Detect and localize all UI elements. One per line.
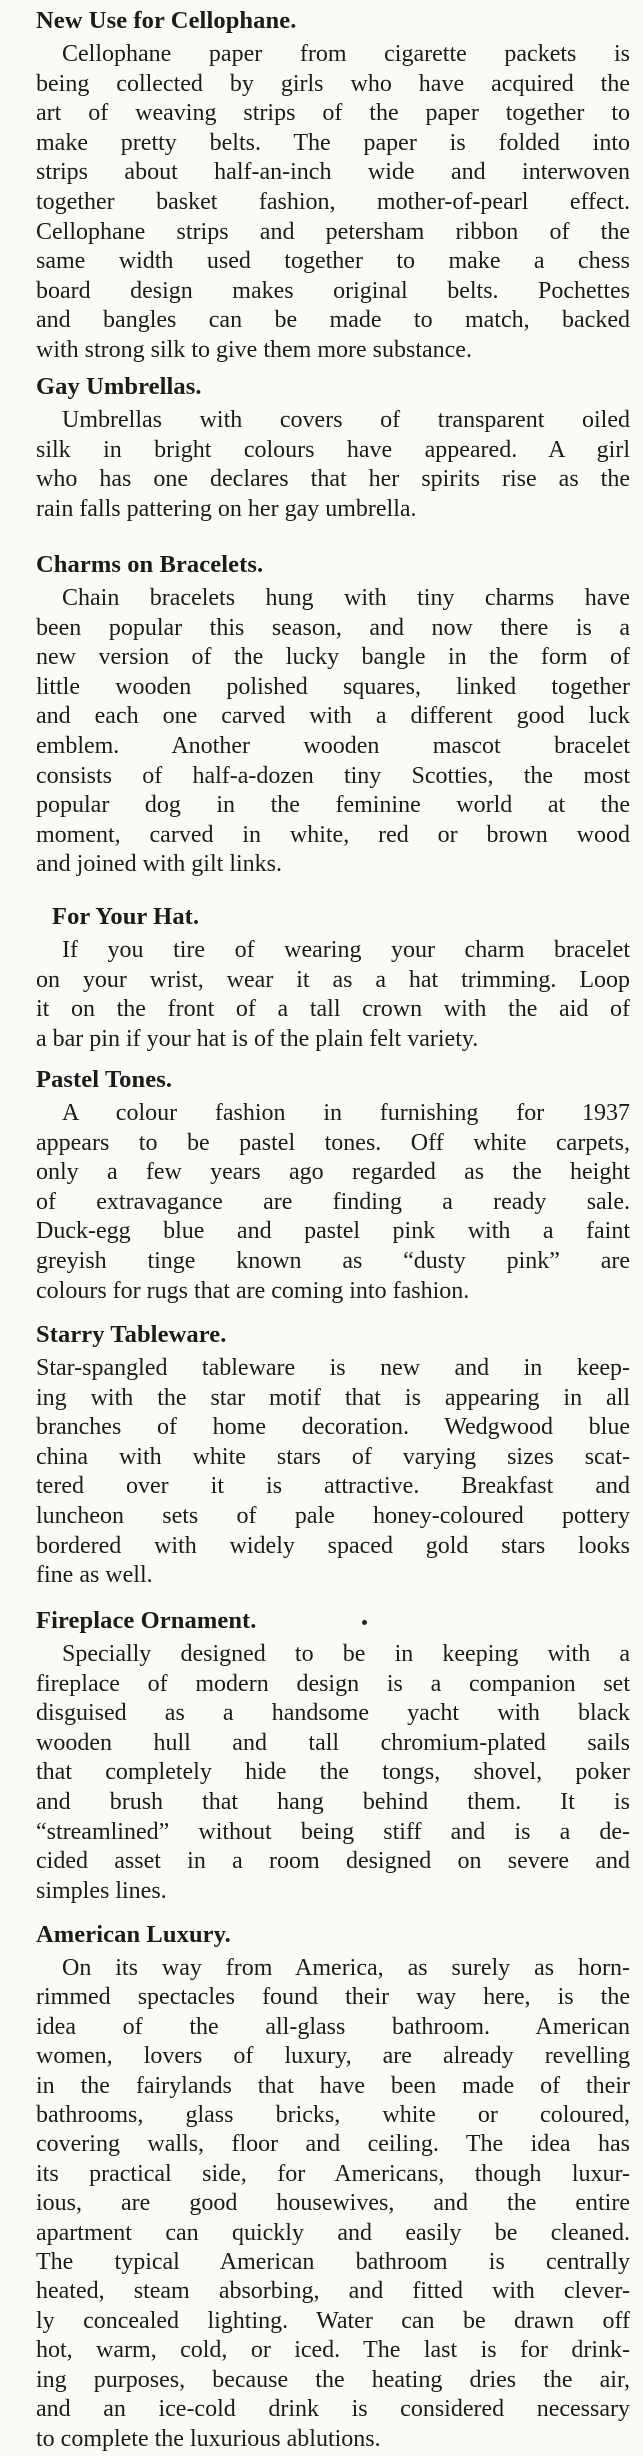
article-tableware bbox=[36, 1320, 630, 1591]
article-line: it on the front of a tall crown with the aid of bbox=[36, 996, 630, 1023]
article-line: been popular this season, and now there is a bbox=[36, 614, 630, 641]
article-line: and joined with gilt links. bbox=[36, 851, 282, 878]
article-line: with strong silk to give them more substance. bbox=[36, 336, 472, 363]
article-line: board design makes original belts. Pochettes bbox=[36, 277, 630, 304]
article-body bbox=[36, 1099, 630, 1306]
article-line: disguised as a handsome yacht with black bbox=[36, 1700, 630, 1727]
article-line: ious, are good housewives, and the entire bbox=[36, 2190, 630, 2217]
article-body bbox=[36, 936, 630, 1054]
article-heading: Gay Umbrellas. bbox=[36, 373, 202, 400]
article-line: who has one declares that her spirits rise as the bbox=[36, 466, 630, 493]
article-line: fine as well. bbox=[36, 1562, 153, 1589]
article-body bbox=[36, 40, 630, 366]
article-heading: For Your Hat. bbox=[52, 903, 200, 930]
article-line: and each one carved with a different good luck bbox=[36, 703, 630, 730]
article-line: greyish tinge known as “dusty pink” are bbox=[36, 1247, 630, 1274]
article-line: colours for rugs that are coming into fashion. bbox=[36, 1277, 470, 1304]
article-line: make pretty belts. The paper is folded into bbox=[36, 129, 630, 156]
article-line: to complete the luxurious ablutions. bbox=[36, 2425, 381, 2452]
article-line: “streamlined” without being stiff and is a de- bbox=[36, 1818, 630, 1845]
article-heading: American Luxury. bbox=[36, 1921, 231, 1948]
article-line: emblem. Another wooden mascot bracelet bbox=[36, 732, 630, 759]
article-line: and brush that hang behind them. It is bbox=[36, 1788, 630, 1815]
article-line: china with white stars of varying sizes scat- bbox=[36, 1443, 630, 1470]
article-line: ing purposes, because the heating dries the air, bbox=[36, 2366, 630, 2393]
article-line: On its way from America, as surely as horn- bbox=[62, 1955, 630, 1981]
article-body bbox=[36, 1640, 630, 1906]
article-line: bordered with widely spaced gold stars looks bbox=[36, 1532, 630, 1559]
article-line: in the fairylands that have been made of their bbox=[36, 2072, 630, 2099]
article-line: Chain bracelets hung with tiny charms have bbox=[62, 585, 630, 611]
article-line: its practical side, for Americans, though luxur- bbox=[36, 2160, 630, 2187]
article-line: Duck-egg blue and pastel pink with a faint bbox=[36, 1218, 630, 1245]
article-heading: Charms on Bracelets. bbox=[36, 551, 264, 578]
print-speck bbox=[362, 1620, 367, 1625]
article-line: and bangles can be made to match, backed bbox=[36, 307, 630, 334]
article-line: Cellophane paper from cigarette packets is bbox=[62, 41, 630, 67]
article-line: A colour fashion in furnishing for 1937 bbox=[62, 1100, 630, 1126]
article-line: only a few years ago regarded as the height bbox=[36, 1159, 630, 1186]
article-umbrellas bbox=[36, 372, 630, 524]
article-line: wooden hull and tall chromium-plated sails bbox=[36, 1729, 630, 1756]
article-fireplace bbox=[36, 1606, 630, 1906]
article-line: strips about half-an-inch wide and interwoven bbox=[36, 159, 630, 186]
article-line: rimmed spectacles found their way here, is the bbox=[36, 1984, 630, 2011]
article-line: appears to be pastel tones. Off white carpets, bbox=[36, 1129, 630, 1156]
article-line: Star-spangled tableware is new and in keep- bbox=[36, 1355, 630, 1381]
article-line: little wooden polished squares, linked together bbox=[36, 673, 630, 700]
article-body bbox=[36, 584, 630, 880]
article-line: tered over it is attractive. Breakfast and bbox=[36, 1473, 630, 1500]
article-pastel bbox=[36, 1065, 630, 1306]
article-line: that completely hide the tongs, shovel, poker bbox=[36, 1759, 630, 1786]
article-line: of extravagance are finding a ready sale. bbox=[36, 1188, 630, 1215]
article-line: being collected by girls who have acquired the bbox=[36, 70, 630, 97]
article-line: idea of the all-glass bathroom. American bbox=[36, 2013, 630, 2040]
article-charms bbox=[36, 550, 630, 880]
article-line: together basket fashion, mother-of-pearl effect. bbox=[36, 188, 630, 215]
article-heading: Pastel Tones. bbox=[36, 1066, 173, 1093]
article-body bbox=[36, 406, 630, 524]
article-line: apartment can quickly and easily be cleaned. bbox=[36, 2219, 630, 2246]
article-cellophane bbox=[36, 6, 630, 366]
article-line: simples lines. bbox=[36, 1877, 167, 1904]
article-line: on your wrist, wear it as a hat trimming. Loop bbox=[36, 966, 630, 993]
article-line: covering walls, floor and ceiling. The idea has bbox=[36, 2131, 630, 2158]
article-line: If you tire of wearing your charm bracelet bbox=[62, 937, 630, 963]
article-line: cided asset in a room designed on severe and bbox=[36, 1848, 630, 1875]
article-line: rain falls pattering on her gay umbrella. bbox=[36, 495, 417, 522]
article-line: new version of the lucky bangle in the form of bbox=[36, 644, 630, 671]
article-line: heated, steam absorbing, and fitted with clever- bbox=[36, 2278, 630, 2305]
article-line: fireplace of modern design is a companion set bbox=[36, 1670, 630, 1697]
article-heading: Fireplace Ornament. bbox=[36, 1607, 257, 1634]
article-line: Cellophane strips and petersham ribbon of the bbox=[36, 218, 630, 245]
article-line: consists of half-a-dozen tiny Scotties, the most bbox=[36, 762, 630, 789]
article-line: luncheon sets of pale honey-coloured pottery bbox=[36, 1502, 630, 1529]
article-body bbox=[36, 1354, 630, 1591]
article-heading: Starry Tableware. bbox=[36, 1321, 227, 1348]
article-luxury bbox=[36, 1920, 630, 2454]
article-line: popular dog in the feminine world at the bbox=[36, 792, 630, 819]
article-line: bathrooms, glass bricks, white or coloured, bbox=[36, 2102, 630, 2129]
article-line: a bar pin if your hat is of the plain felt variety. bbox=[36, 1025, 479, 1052]
article-line: ing with the star motif that is appearing in all bbox=[36, 1384, 630, 1411]
article-line: The typical American bathroom is centrally bbox=[36, 2249, 630, 2276]
article-body bbox=[36, 1954, 630, 2454]
article-line: art of weaving strips of the paper together to bbox=[36, 100, 630, 127]
article-line: Umbrellas with covers of transparent oiled bbox=[62, 407, 630, 433]
article-hat bbox=[36, 902, 630, 1054]
article-line: Specially designed to be in keeping with a bbox=[62, 1641, 630, 1667]
article-line: ly concealed lighting. Water can be drawn off bbox=[36, 2307, 630, 2334]
article-heading: New Use for Cellophane. bbox=[36, 7, 297, 34]
article-line: moment, carved in white, red or brown wood bbox=[36, 821, 630, 848]
article-line: and an ice-cold drink is considered necessary bbox=[36, 2396, 630, 2423]
article-line: silk in bright colours have appeared. A girl bbox=[36, 436, 630, 463]
article-line: branches of home decoration. Wedgwood blue bbox=[36, 1414, 630, 1441]
article-line: hot, warm, cold, or iced. The last is for drink- bbox=[36, 2337, 630, 2364]
article-line: same width used together to make a chess bbox=[36, 248, 630, 275]
article-line: women, lovers of luxury, are already revelling bbox=[36, 2043, 630, 2070]
